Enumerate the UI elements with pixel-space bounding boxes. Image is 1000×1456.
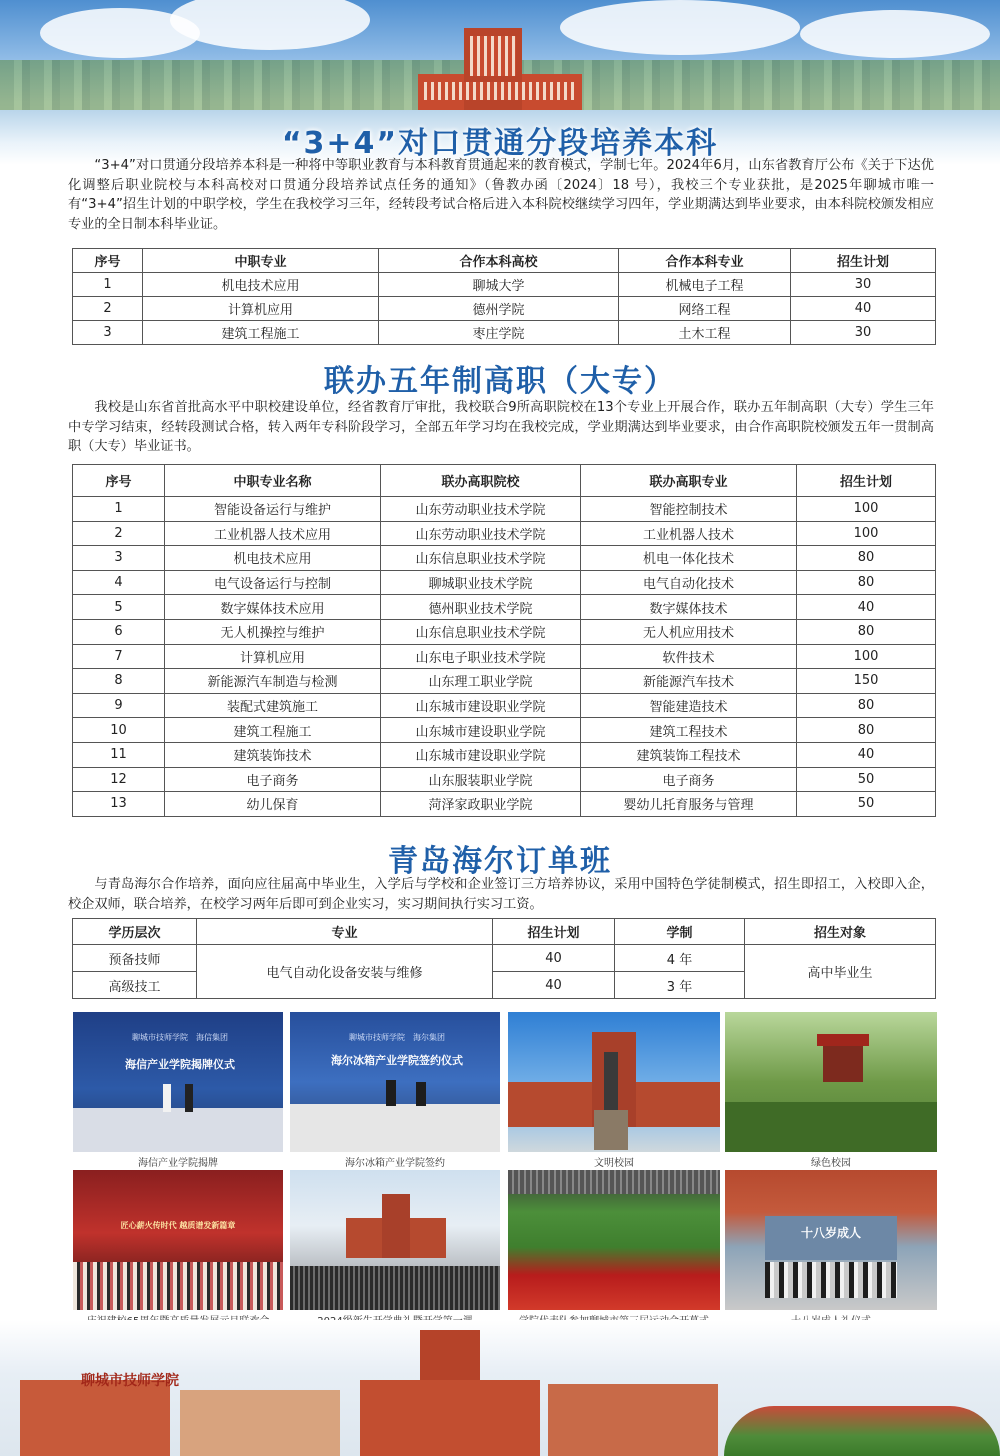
table-cell: 网络工程	[619, 297, 791, 321]
col-header: 中职专业名称	[165, 465, 381, 497]
section3-table	[72, 918, 936, 999]
tower	[382, 1194, 410, 1258]
section3-paragraph: 与青岛海尔合作培养，面向应往届高中毕业生，入学后与学校和企业签订三方培养协议，采用中国特色学徒制模式，招生即招工，入校即入企，校企双师，联合培养，在校学习两年后即可到企业实习，实习期间执行实习工资。	[68, 877, 934, 912]
table-cell: 40	[493, 945, 615, 972]
table-cell: 无人机操控与维护	[165, 619, 381, 644]
screen-text: 聊城市技师学院 海尔集团	[349, 1033, 445, 1042]
table-header-row	[73, 919, 936, 945]
table-cell: 1	[73, 497, 165, 522]
pavilion	[823, 1046, 863, 1082]
table-cell: 新能源汽车技术	[581, 669, 797, 694]
table-cell: 无人机应用技术	[581, 619, 797, 644]
table-cell: 11	[73, 742, 165, 767]
table-row	[73, 718, 936, 743]
table-row	[73, 321, 936, 345]
table-cell: 山东理工职业学院	[381, 669, 581, 694]
col-header: 联办高职专业	[581, 465, 797, 497]
table-cell: 计算机应用	[165, 644, 381, 669]
person-figure	[416, 1082, 426, 1106]
photo-caption: 海信产业学院揭牌	[138, 1158, 218, 1169]
students	[765, 1262, 897, 1298]
table-row	[73, 792, 936, 817]
footer-campus-panorama	[0, 1320, 1000, 1456]
col-header: 中职专业	[143, 249, 379, 273]
table-cell: 7	[73, 644, 165, 669]
photo-civilized-campus	[508, 1012, 720, 1152]
crowd	[290, 1266, 500, 1310]
table-cell: 山东信息职业技术学院	[381, 546, 581, 571]
table-cell: 山东信息职业技术学院	[381, 619, 581, 644]
table-cell: 智能控制技术	[581, 497, 797, 522]
table-cell: 80	[797, 546, 936, 571]
col-header: 招生计划	[791, 249, 936, 273]
table-cell: 机电一体化技术	[581, 546, 797, 571]
table-cell: 工业机器人技术应用	[165, 521, 381, 546]
table-cell: 30	[791, 321, 936, 345]
table-cell: 高级技工	[73, 972, 197, 999]
table-cell: 80	[797, 570, 936, 595]
table-cell: 40	[797, 742, 936, 767]
campus-building	[548, 1384, 718, 1456]
table-cell: 电子商务	[165, 767, 381, 792]
table-row	[73, 669, 936, 694]
photo-haixin-ceremony	[73, 1012, 283, 1152]
table-cell: 机械电子工程	[619, 273, 791, 297]
table-cell: 3 年	[615, 972, 745, 999]
table-cell: 电气设备运行与控制	[165, 570, 381, 595]
col-header: 专业	[197, 919, 493, 945]
table-cell: 山东城市建设职业学院	[381, 742, 581, 767]
col-header: 学历层次	[73, 919, 197, 945]
photo-green-campus	[725, 1012, 937, 1152]
table-cell: 幼儿保育	[165, 792, 381, 817]
table-cell: 1	[73, 273, 143, 297]
col-header: 序号	[73, 465, 165, 497]
table-cell: 工业机器人技术	[581, 521, 797, 546]
table-cell: 智能设备运行与维护	[165, 497, 381, 522]
table-cell: 4	[73, 570, 165, 595]
cloud-shape	[800, 10, 990, 58]
table-cell: 聊城职业技术学院	[381, 570, 581, 595]
table-cell: 80	[797, 693, 936, 718]
section1-paragraph: “3+4”对口贯通分段培养本科是一种将中等职业教育与本科教育贯通起来的教育模式，学制七年。2024年6月，山东省教育厅公布《关于下达优化调整后职业院校与本科高校对口贯通分段培养试点任务的通知》（鲁教办函〔2024〕18 号），我校三个专业获批，是2025年聊城市唯一有“3+4”招生计划的中职学校，学生在我校学习三年，经转段考试合格后进入本科院校继续学习四年，学业期满达到毕业要求，由本科院校颁发相应专业的全日制本科毕业证。	[68, 158, 934, 232]
screen-text: 海信产业学院揭牌仪式	[125, 1058, 235, 1071]
section2-table	[72, 464, 936, 817]
table-row	[73, 693, 936, 718]
table-cell: 建筑装饰工程技术	[581, 742, 797, 767]
wall-text: 十八岁成人	[800, 1226, 861, 1240]
table-row	[73, 945, 936, 972]
section1-title: “3+4”对口贯通分段培养本科	[281, 126, 719, 161]
table-row	[73, 619, 936, 644]
table-cell: 电气自动化技术	[581, 570, 797, 595]
table-cell: 土木工程	[619, 321, 791, 345]
photo-caption: 绿色校园	[811, 1158, 851, 1169]
pavilion-roof	[817, 1034, 869, 1046]
table-cell: 2	[73, 297, 143, 321]
table-cell-major: 电气自动化设备安装与维修	[197, 945, 493, 999]
table-cell: 建筑工程技术	[581, 718, 797, 743]
campus-building	[20, 1380, 170, 1456]
table-cell: 40	[493, 972, 615, 999]
table-cell: 机电技术应用	[165, 546, 381, 571]
section2-paragraph: 我校是山东省首批高水平中职校建设单位，经省教育厅审批，我校联合9所高职院校在13个专业上开展合作，联办五年制高职（大专）学生三年中专学习结束，经转段测试合格，转入两年专科阶段学习，全部五年学习均在我校完成，学业期满达到毕业要求，由合作高职院校颁发五年一贯制高职（大专）毕业证书。	[68, 400, 934, 454]
table-cell: 智能建造技术	[581, 693, 797, 718]
photo-anniversary-gala	[73, 1170, 283, 1310]
table-cell: 3	[73, 546, 165, 571]
table-cell: 山东电子职业技术学院	[381, 644, 581, 669]
table-cell: 德州学院	[379, 297, 619, 321]
table-cell: 2	[73, 521, 165, 546]
table-cell: 10	[73, 718, 165, 743]
table-cell: 100	[797, 497, 936, 522]
statue	[604, 1052, 618, 1112]
table-cell: 德州职业技术学院	[381, 595, 581, 620]
table-cell: 数字媒体技术	[581, 595, 797, 620]
table-row	[73, 297, 936, 321]
person-figure	[185, 1084, 193, 1112]
photo-coming-of-age	[725, 1170, 937, 1310]
table-cell: 山东城市建设职业学院	[381, 718, 581, 743]
table-cell: 山东劳动职业技术学院	[381, 497, 581, 522]
table-cell: 软件技术	[581, 644, 797, 669]
section1-table	[72, 248, 936, 345]
table-cell-target: 高中毕业生	[745, 945, 936, 999]
table-cell: 50	[797, 767, 936, 792]
tower-windows	[470, 36, 516, 76]
table-cell: 100	[797, 521, 936, 546]
col-header: 序号	[73, 249, 143, 273]
table-header-row	[73, 465, 936, 497]
campus-building	[180, 1390, 340, 1456]
table-cell: 计算机应用	[143, 297, 379, 321]
screen-text: 聊城市技师学院 海信集团	[132, 1033, 228, 1042]
table-cell: 菏泽家政职业学院	[381, 792, 581, 817]
cloud-shape	[560, 0, 800, 55]
col-header: 合作本科专业	[619, 249, 791, 273]
performers	[73, 1262, 283, 1310]
person-figure	[386, 1080, 396, 1106]
photo-caption: 文明校园	[594, 1158, 634, 1169]
table-row	[73, 497, 936, 522]
table-cell: 40	[797, 595, 936, 620]
table-row	[73, 570, 936, 595]
sports-field	[724, 1406, 1000, 1456]
photo-opening-ceremony	[290, 1170, 500, 1310]
table-cell: 50	[797, 792, 936, 817]
table-row	[73, 767, 936, 792]
table-row	[73, 273, 936, 297]
table-cell: 150	[797, 669, 936, 694]
col-header: 招生计划	[493, 919, 615, 945]
table-cell: 80	[797, 718, 936, 743]
photo-caption: 海尔冰箱产业学院签约	[345, 1158, 445, 1169]
table-row	[73, 546, 936, 571]
school-sign: 聊城市技师学院	[81, 1373, 179, 1389]
table-cell: 电子商务	[581, 767, 797, 792]
person-figure	[163, 1084, 171, 1112]
table-cell: 机电技术应用	[143, 273, 379, 297]
table-cell: 12	[73, 767, 165, 792]
table-cell: 建筑装饰技术	[165, 742, 381, 767]
col-header: 学制	[615, 919, 745, 945]
grass	[725, 1102, 937, 1152]
table-cell: 30	[791, 273, 936, 297]
cloud-shape	[170, 0, 370, 50]
building-windows	[424, 82, 576, 100]
table-header-row	[73, 249, 936, 273]
table-cell: 预备技师	[73, 945, 197, 972]
table-cell: 9	[73, 693, 165, 718]
signing-table	[290, 1104, 500, 1152]
section3-title: 青岛海尔订单班	[388, 844, 612, 879]
table-cell: 装配式建筑施工	[165, 693, 381, 718]
col-header: 招生对象	[745, 919, 936, 945]
table-cell: 数字媒体技术应用	[165, 595, 381, 620]
table-cell: 100	[797, 644, 936, 669]
table-cell: 6	[73, 619, 165, 644]
photo-sports-meeting	[508, 1170, 720, 1310]
table-cell: 山东服装职业学院	[381, 767, 581, 792]
col-header: 招生计划	[797, 465, 936, 497]
table-cell: 山东城市建设职业学院	[381, 693, 581, 718]
col-header: 合作本科高校	[379, 249, 619, 273]
table-cell: 40	[791, 297, 936, 321]
table-row	[73, 521, 936, 546]
table-cell: 婴幼儿托育服务与管理	[581, 792, 797, 817]
table-cell: 80	[797, 619, 936, 644]
section2-title: 联办五年制高职（大专）	[324, 364, 676, 399]
photo-haier-signing	[290, 1012, 500, 1152]
stands	[508, 1170, 720, 1194]
table-cell: 4 年	[615, 945, 745, 972]
campus-building	[360, 1380, 540, 1456]
table-cell: 新能源汽车制造与检测	[165, 669, 381, 694]
table-cell: 枣庄学院	[379, 321, 619, 345]
statue-base	[594, 1110, 628, 1150]
table-cell: 聊城大学	[379, 273, 619, 297]
stage-text: 匠心薪火传时代 越质谱发新篇章	[120, 1221, 236, 1230]
table-cell: 5	[73, 595, 165, 620]
stage-table	[73, 1108, 283, 1152]
table-row	[73, 742, 936, 767]
col-header: 联办高职院校	[381, 465, 581, 497]
table-cell: 建筑工程施工	[143, 321, 379, 345]
table-cell: 建筑工程施工	[165, 718, 381, 743]
table-cell: 13	[73, 792, 165, 817]
table-row	[73, 595, 936, 620]
table-row	[73, 644, 936, 669]
table-cell: 3	[73, 321, 143, 345]
table-cell: 8	[73, 669, 165, 694]
table-cell: 山东劳动职业技术学院	[381, 521, 581, 546]
screen-text: 海尔冰箱产业学院签约仪式	[331, 1054, 463, 1067]
